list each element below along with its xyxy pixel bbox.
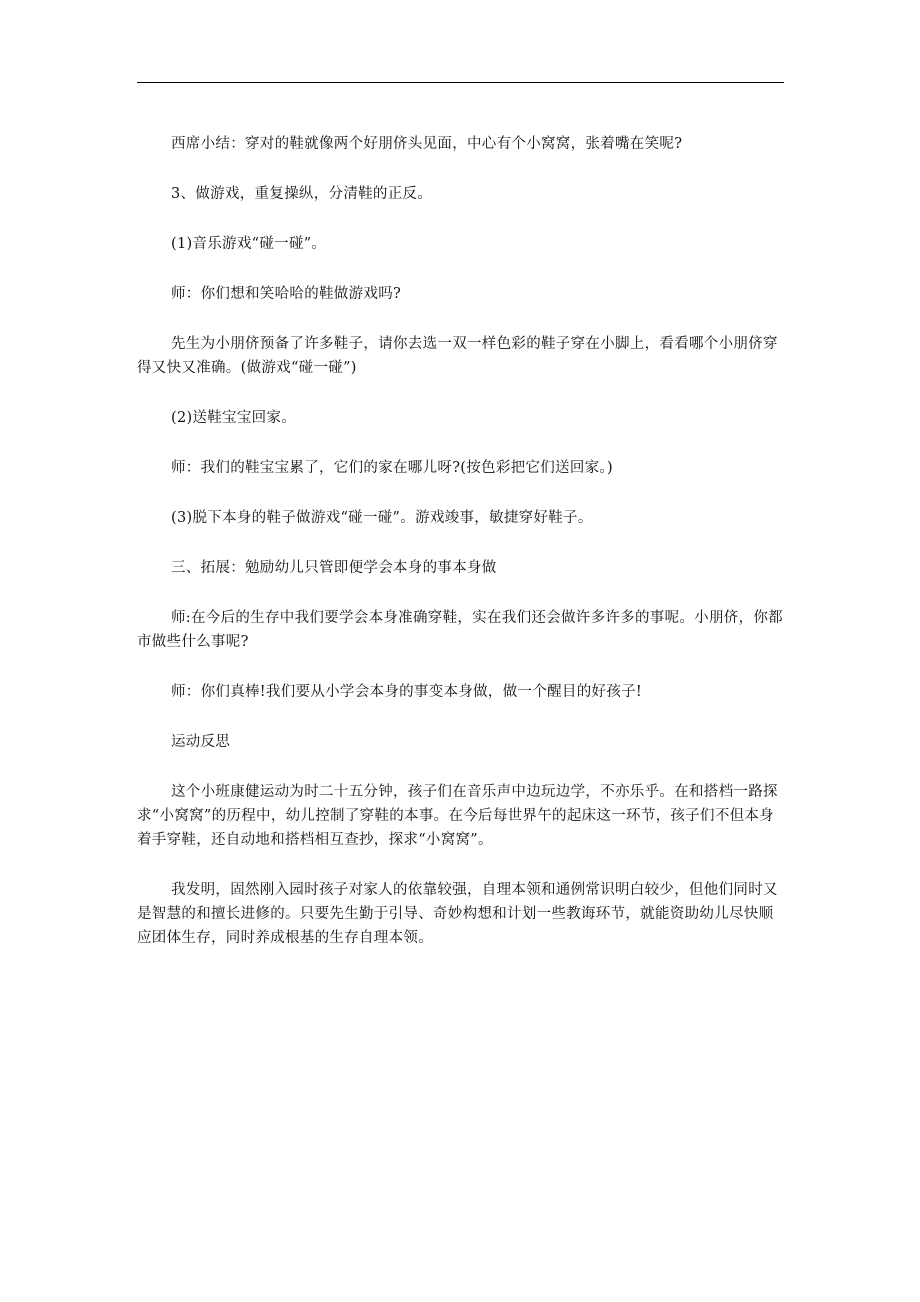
paragraph-extension-teacher: 师:在今后的生存中我们要学会本身准确穿鞋，实在我们还会做许多许多的事呢。小朋侪，你都市做些什么事呢? <box>137 610 783 650</box>
paragraph-teacher-summary: 西席小结：穿对的鞋就像两个好朋侪头见面，中心有个小窝窝，张着嘴在笑呢? <box>171 136 683 152</box>
paragraph-send-shoes-home: (2)送鞋宝宝回家。 <box>171 410 297 426</box>
paragraph-reflection-body-2: 我发明，固然刚入园时孩子对家人的依靠较强，自理本领和通例常识明白较少，但他们同时又是智慧的和擅长进修的。只要先生勤于引导、奇妙构想和计划一些教诲环节，就能资助幼儿尽快顺应团体生存，同时养成根基的生存自理本领。 <box>137 882 778 946</box>
paragraph-step-3: 3、做游戏，重复操纵，分清鞋的正反。 <box>171 186 433 202</box>
header-rule <box>137 82 784 83</box>
paragraph-shoes-tired: 师：我们的鞋宝宝累了，它们的家在哪儿呀?(按色彩把它们送回家。) <box>171 460 613 476</box>
paragraph-music-game: (1)音乐游戏“碰一碰”。 <box>171 236 327 252</box>
paragraph-extension-heading: 三、拓展：勉励幼儿只管即便学会本身的事本身做 <box>171 560 497 576</box>
paragraph-reflection-heading: 运动反思 <box>171 734 231 750</box>
paragraph-shoe-game: 先生为小朋侪预备了许多鞋子，请你去选一双一样色彩的鞋子穿在小脚上，看看哪个小朋侪穿得又快又准确。(做游戏“碰一碰”) <box>137 336 778 376</box>
paragraph-teacher-praise: 师：你们真棒!我们要从小学会本身的事变本身做，做一个醒目的好孩子! <box>171 684 643 700</box>
paragraph-reflection-body-1: 这个小班康健运动为时二十五分钟，孩子们在音乐声中边玩边学，不亦乐乎。在和搭档一路探求“小窝窝”的历程中，幼儿控制了穿鞋的本事。在今后每世界午的起床这一环节，孩子们不但本身着手穿鞋，还自动地和搭档相互查抄，探求“小窝窝”。 <box>137 784 778 848</box>
document-body <box>137 132 787 976</box>
paragraph-teacher-question: 师：你们想和笑哈哈的鞋做游戏吗? <box>171 286 402 302</box>
paragraph-take-off-shoes: (3)脱下本身的鞋子做游戏“碰一碰”。游戏竣事，敏捷穿好鞋子。 <box>171 510 593 526</box>
